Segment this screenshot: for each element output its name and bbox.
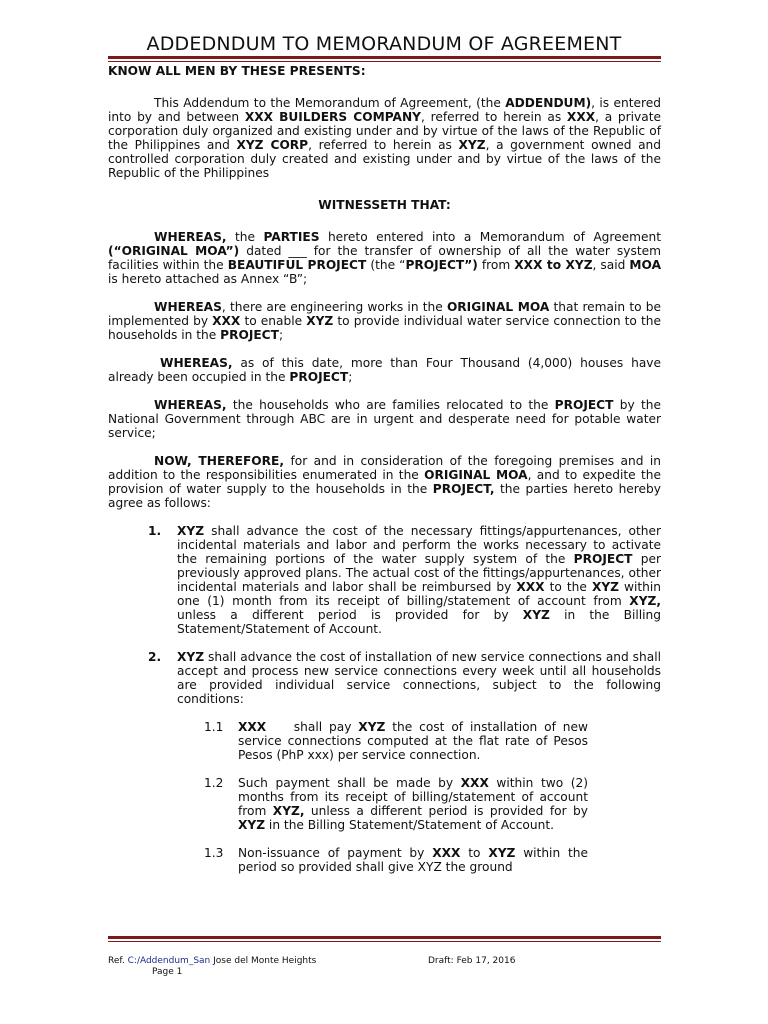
whereas-paragraph-4: WHEREAS, the households who are families relocated to the PROJECT by the National Government through ABC are in urgent and desperate need for potable water service; (108, 398, 661, 440)
footer-reference: Ref. C:/Addendum_San Jose del Monte Heights (108, 956, 317, 966)
footer-file-path: C:/Addendum_San (127, 956, 211, 966)
whereas-paragraph-2: WHEREAS, there are engineering works in the ORIGINAL MOA that remain to be implemented by XXX to enable XYZ to provide individual water service connection to the households in the PROJECT; (108, 300, 661, 342)
whereas-paragraph-1: WHEREAS, the PARTIES hereto entered into a Memorandum of Agreement (“ORIGINAL MOA”) dated ___ for the transfer of ownership of all the water system facilities within the BEAUTIFUL PROJECT (the “PROJECT”) from XXX to XYZ, said MOA is hereto attached as Annex “B”; (108, 230, 662, 286)
now-therefore-paragraph: NOW, THEREFORE, for and in consideration of the foregoing premises and in addition to the responsibilities enumerated in the ORIGINAL MOA, and to expedite the provision of water supply to the households in the PROJECT, the parties hereto hereby agree as follows: (108, 454, 661, 510)
footer-page-number: Page 1 (152, 967, 183, 977)
sub-item-1-1 (108, 720, 661, 762)
header-rule-thin (108, 61, 661, 62)
list-number: 1. (148, 524, 162, 538)
whereas-paragraph-3: WHEREAS, as of this date, more than Four Thousand (4,000) houses have already been occupied in the PROJECT; (108, 356, 661, 384)
sub-number: 1.1 (204, 720, 224, 734)
list-item-1: 1. XYZ shall advance the cost of the necessary fittings/appurtenances, other incidental materials and labor and perform the works necessary to activate the remaining portions of the water supply system of the PROJECT per previously approved plans. The actual cost of the fittings/appurtenances, other incidental materials and labor shall be reimbursed by XXX to the XYZ within one (1) month from its receipt of billing/statement of account from XYZ, unless a different period is provided for by XYZ in the Billing Statement/Statement of Account. (148, 524, 662, 636)
footer-rule-thick (108, 936, 661, 939)
footer-rule-thin (108, 941, 661, 942)
list-number: 2. (148, 650, 162, 664)
document-body (108, 64, 661, 888)
sub-item-1-3 (108, 846, 661, 874)
intro-paragraph: This Addendum to the Memorandum of Agreement, (the ADDENDUM), is entered into by and between XXX BUILDERS COMPANY, referred to herein as XXX, a private corporation duly organized and existing under and by virtue of the laws of the Republic of the Philippines and XYZ CORP, referred to herein as XYZ, a government owned and controlled corporation duly created and existing under and by virtue of the laws of the Republic of the Philippines (108, 96, 662, 180)
sub-item-text: Such payment shall be made by XXX within two (2) months from its receipt of billing/statement of account from XYZ, unless a different period is provided for by XYZ in the Billing Statement/Statement of Account. (238, 776, 588, 832)
document-title: ADDEDNDUM TO MEMORANDUM OF AGREEMENT (146, 33, 622, 55)
opening-heading: KNOW ALL MEN BY THESE PRESENTS: (108, 64, 366, 78)
list-item-2: 2. XYZ shall advance the cost of installation of new service connections and shall accept and process new service connections every week until all households are provided individual service connections, subject to the following conditions: (148, 650, 661, 706)
sub-item-text: Non-issuance of payment by XXX to XYZ within the period so provided shall give XYZ the ground (238, 846, 589, 874)
agreement-list (108, 524, 661, 874)
sub-number: 1.2 (204, 776, 224, 790)
footer-draft-date: Draft: Feb 17, 2016 (428, 956, 516, 966)
sub-item-text: XXX shall pay XYZ the cost of installation of new service connections computed at the flat rate of Pesos Pesos (PhP xxx) per service connection. (238, 720, 588, 762)
header-rule-thick (108, 56, 661, 59)
sub-item-1-2 (108, 776, 661, 832)
witnesseth-heading: WITNESSETH THAT: (318, 198, 451, 212)
sub-number: 1.3 (204, 846, 224, 860)
